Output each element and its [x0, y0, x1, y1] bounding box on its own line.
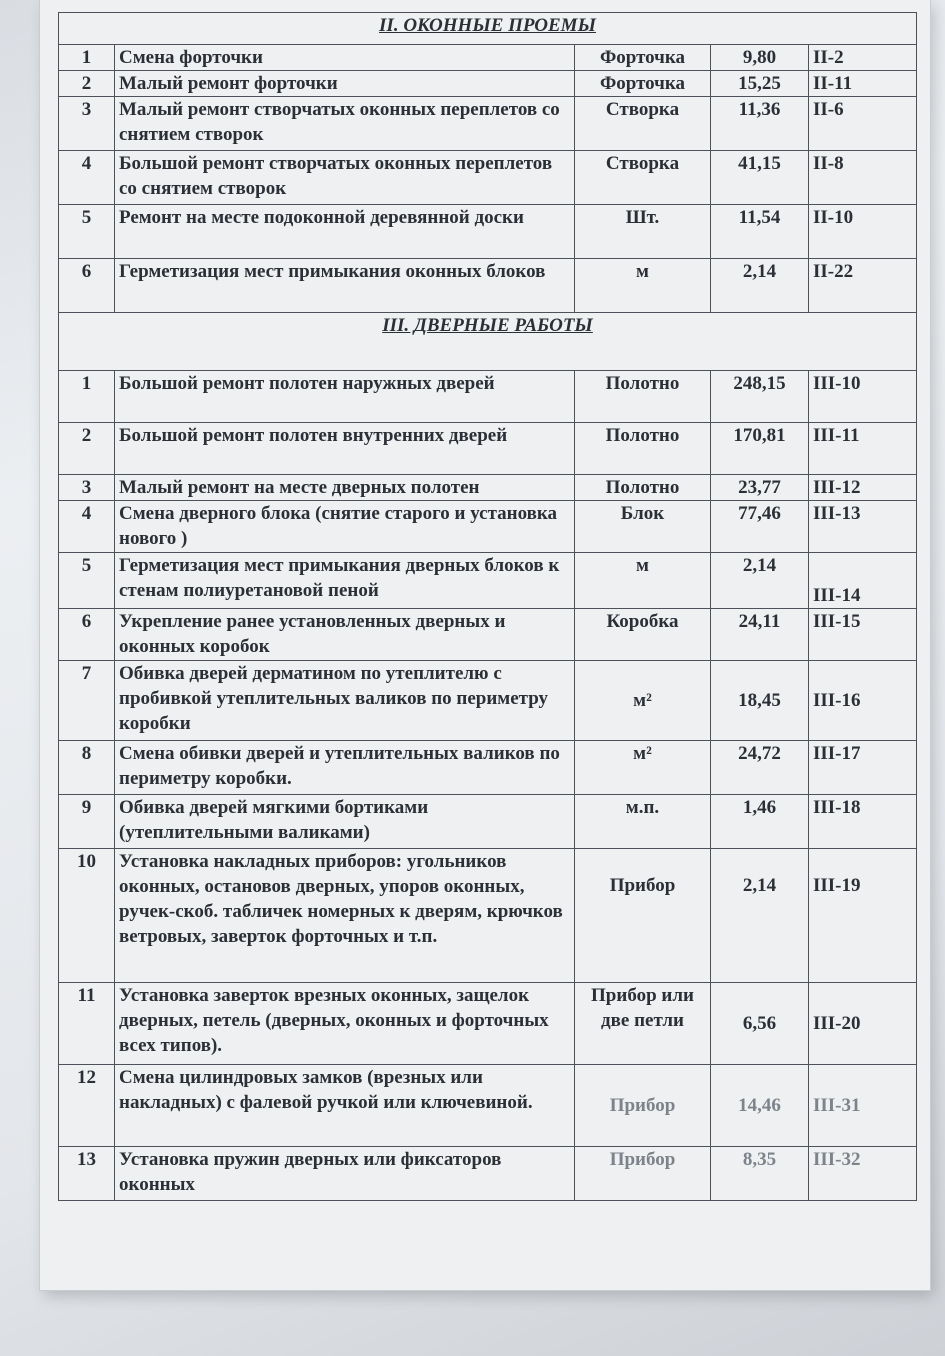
work-description: Герметизация мест примыкания оконных блоков: [115, 259, 575, 313]
price-table: [58, 12, 917, 1201]
price: 41,15: [711, 151, 809, 205]
row-number: 2: [59, 71, 115, 97]
section-title: III. ДВЕРНЫЕ РАБОТЫ: [59, 313, 917, 371]
unit: м: [575, 553, 711, 609]
unit: м: [575, 259, 711, 313]
code: III-10: [809, 371, 917, 423]
price: 248,15: [711, 371, 809, 423]
section-header-doors: [59, 313, 917, 371]
section-title: II. ОКОННЫЕ ПРОЕМЫ: [59, 13, 917, 45]
table-row: [59, 741, 917, 795]
row-number: 1: [59, 45, 115, 71]
price: 2,14: [711, 553, 809, 609]
table-row: [59, 661, 917, 741]
table-row: [59, 501, 917, 553]
row-number: 12: [59, 1065, 115, 1147]
row-number: 9: [59, 795, 115, 849]
price: 77,46: [711, 501, 809, 553]
table-row: [59, 205, 917, 259]
table-row: [59, 609, 917, 661]
code: II-22: [809, 259, 917, 313]
unit: Форточка: [575, 45, 711, 71]
price: 8,35: [711, 1147, 809, 1201]
work-description: Установка пружин дверных или фиксаторов оконных: [115, 1147, 575, 1201]
work-description: Укрепление ранее установленных дверных и оконных коробок: [115, 609, 575, 661]
code: III-13: [809, 501, 917, 553]
unit: Створка: [575, 97, 711, 151]
work-description: Малый ремонт форточки: [115, 71, 575, 97]
work-description: Большой ремонт створчатых оконных переплетов со снятием створок: [115, 151, 575, 205]
unit: Коробка: [575, 609, 711, 661]
row-number: 2: [59, 423, 115, 475]
unit: Шт.: [575, 205, 711, 259]
work-description: Установка заверток врезных оконных, защелок дверных, петель (дверных, оконных и форточных всех типов).: [115, 983, 575, 1065]
work-description: Ремонт на месте подоконной деревянной доски: [115, 205, 575, 259]
code: III-11: [809, 423, 917, 475]
section-header-windows: [59, 13, 917, 45]
table-row: [59, 371, 917, 423]
unit: Прибор: [575, 849, 711, 983]
price: 2,14: [711, 259, 809, 313]
unit: Полотно: [575, 475, 711, 501]
unit: Створка: [575, 151, 711, 205]
row-number: 11: [59, 983, 115, 1065]
work-description: Смена цилиндровых замков (врезных или накладных) с фалевой ручкой или ключевиной.: [115, 1065, 575, 1147]
row-number: 8: [59, 741, 115, 795]
code: III-31: [809, 1065, 917, 1147]
table-row: [59, 983, 917, 1065]
work-description: Смена обивки дверей и утеплительных валиков по периметру коробки.: [115, 741, 575, 795]
table-row: [59, 151, 917, 205]
work-description: Смена дверного блока (снятие старого и установка нового ): [115, 501, 575, 553]
unit: Прибор: [575, 1147, 711, 1201]
price: 11,54: [711, 205, 809, 259]
unit: Форточка: [575, 71, 711, 97]
table-row: [59, 97, 917, 151]
code: III-17: [809, 741, 917, 795]
code: II-2: [809, 45, 917, 71]
price: 11,36: [711, 97, 809, 151]
code: III-20: [809, 983, 917, 1065]
table-row: [59, 553, 917, 609]
table-row: [59, 423, 917, 475]
table-row: [59, 1065, 917, 1147]
row-number: 13: [59, 1147, 115, 1201]
price: 24,11: [711, 609, 809, 661]
code: III-18: [809, 795, 917, 849]
price: 9,80: [711, 45, 809, 71]
code: III-12: [809, 475, 917, 501]
unit: м.п.: [575, 795, 711, 849]
price: 18,45: [711, 661, 809, 741]
unit: м²: [575, 661, 711, 741]
work-description: Большой ремонт полотен внутренних дверей: [115, 423, 575, 475]
row-number: 7: [59, 661, 115, 741]
row-number: 4: [59, 151, 115, 205]
code: III-14: [809, 553, 917, 609]
row-number: 1: [59, 371, 115, 423]
price: 170,81: [711, 423, 809, 475]
price: 6,56: [711, 983, 809, 1065]
price: 23,77: [711, 475, 809, 501]
code: II-6: [809, 97, 917, 151]
work-description: Малый ремонт на месте дверных полотен: [115, 475, 575, 501]
table-row: [59, 45, 917, 71]
table-row: [59, 849, 917, 983]
work-description: Обивка дверей дерматином по утеплителю с пробивкой утеплительных валиков по периметру коробки: [115, 661, 575, 741]
unit: Прибор: [575, 1065, 711, 1147]
row-number: 5: [59, 205, 115, 259]
work-description: Смена форточки: [115, 45, 575, 71]
row-number: 5: [59, 553, 115, 609]
code: II-8: [809, 151, 917, 205]
work-description: Установка накладных приборов: угольников оконных, остановов дверных, упоров оконных, ручек-скоб. табличек номерных к дверям, крючков ветровых, заверток форточных и т.п.: [115, 849, 575, 983]
price: 24,72: [711, 741, 809, 795]
price: 15,25: [711, 71, 809, 97]
unit: Полотно: [575, 371, 711, 423]
code: III-16: [809, 661, 917, 741]
table-row: [59, 71, 917, 97]
work-description: Малый ремонт створчатых оконных переплетов со снятием створок: [115, 97, 575, 151]
table-row: [59, 475, 917, 501]
work-description: Герметизация мест примыкания дверных блоков к стенам полиуретановой пеной: [115, 553, 575, 609]
table-row: [59, 795, 917, 849]
code: II-10: [809, 205, 917, 259]
row-number: 6: [59, 609, 115, 661]
table-row: [59, 1147, 917, 1201]
price: 2,14: [711, 849, 809, 983]
unit: Блок: [575, 501, 711, 553]
code: III-19: [809, 849, 917, 983]
row-number: 3: [59, 475, 115, 501]
price: 1,46: [711, 795, 809, 849]
code: III-32: [809, 1147, 917, 1201]
row-number: 3: [59, 97, 115, 151]
code: II-11: [809, 71, 917, 97]
work-description: Большой ремонт полотен наружных дверей: [115, 371, 575, 423]
unit: м²: [575, 741, 711, 795]
unit: Прибор или две петли: [575, 983, 711, 1065]
unit: Полотно: [575, 423, 711, 475]
row-number: 10: [59, 849, 115, 983]
row-number: 4: [59, 501, 115, 553]
work-description: Обивка дверей мягкими бортиками (утеплительными валиками): [115, 795, 575, 849]
row-number: 6: [59, 259, 115, 313]
code: III-15: [809, 609, 917, 661]
price: 14,46: [711, 1065, 809, 1147]
table-row: [59, 259, 917, 313]
